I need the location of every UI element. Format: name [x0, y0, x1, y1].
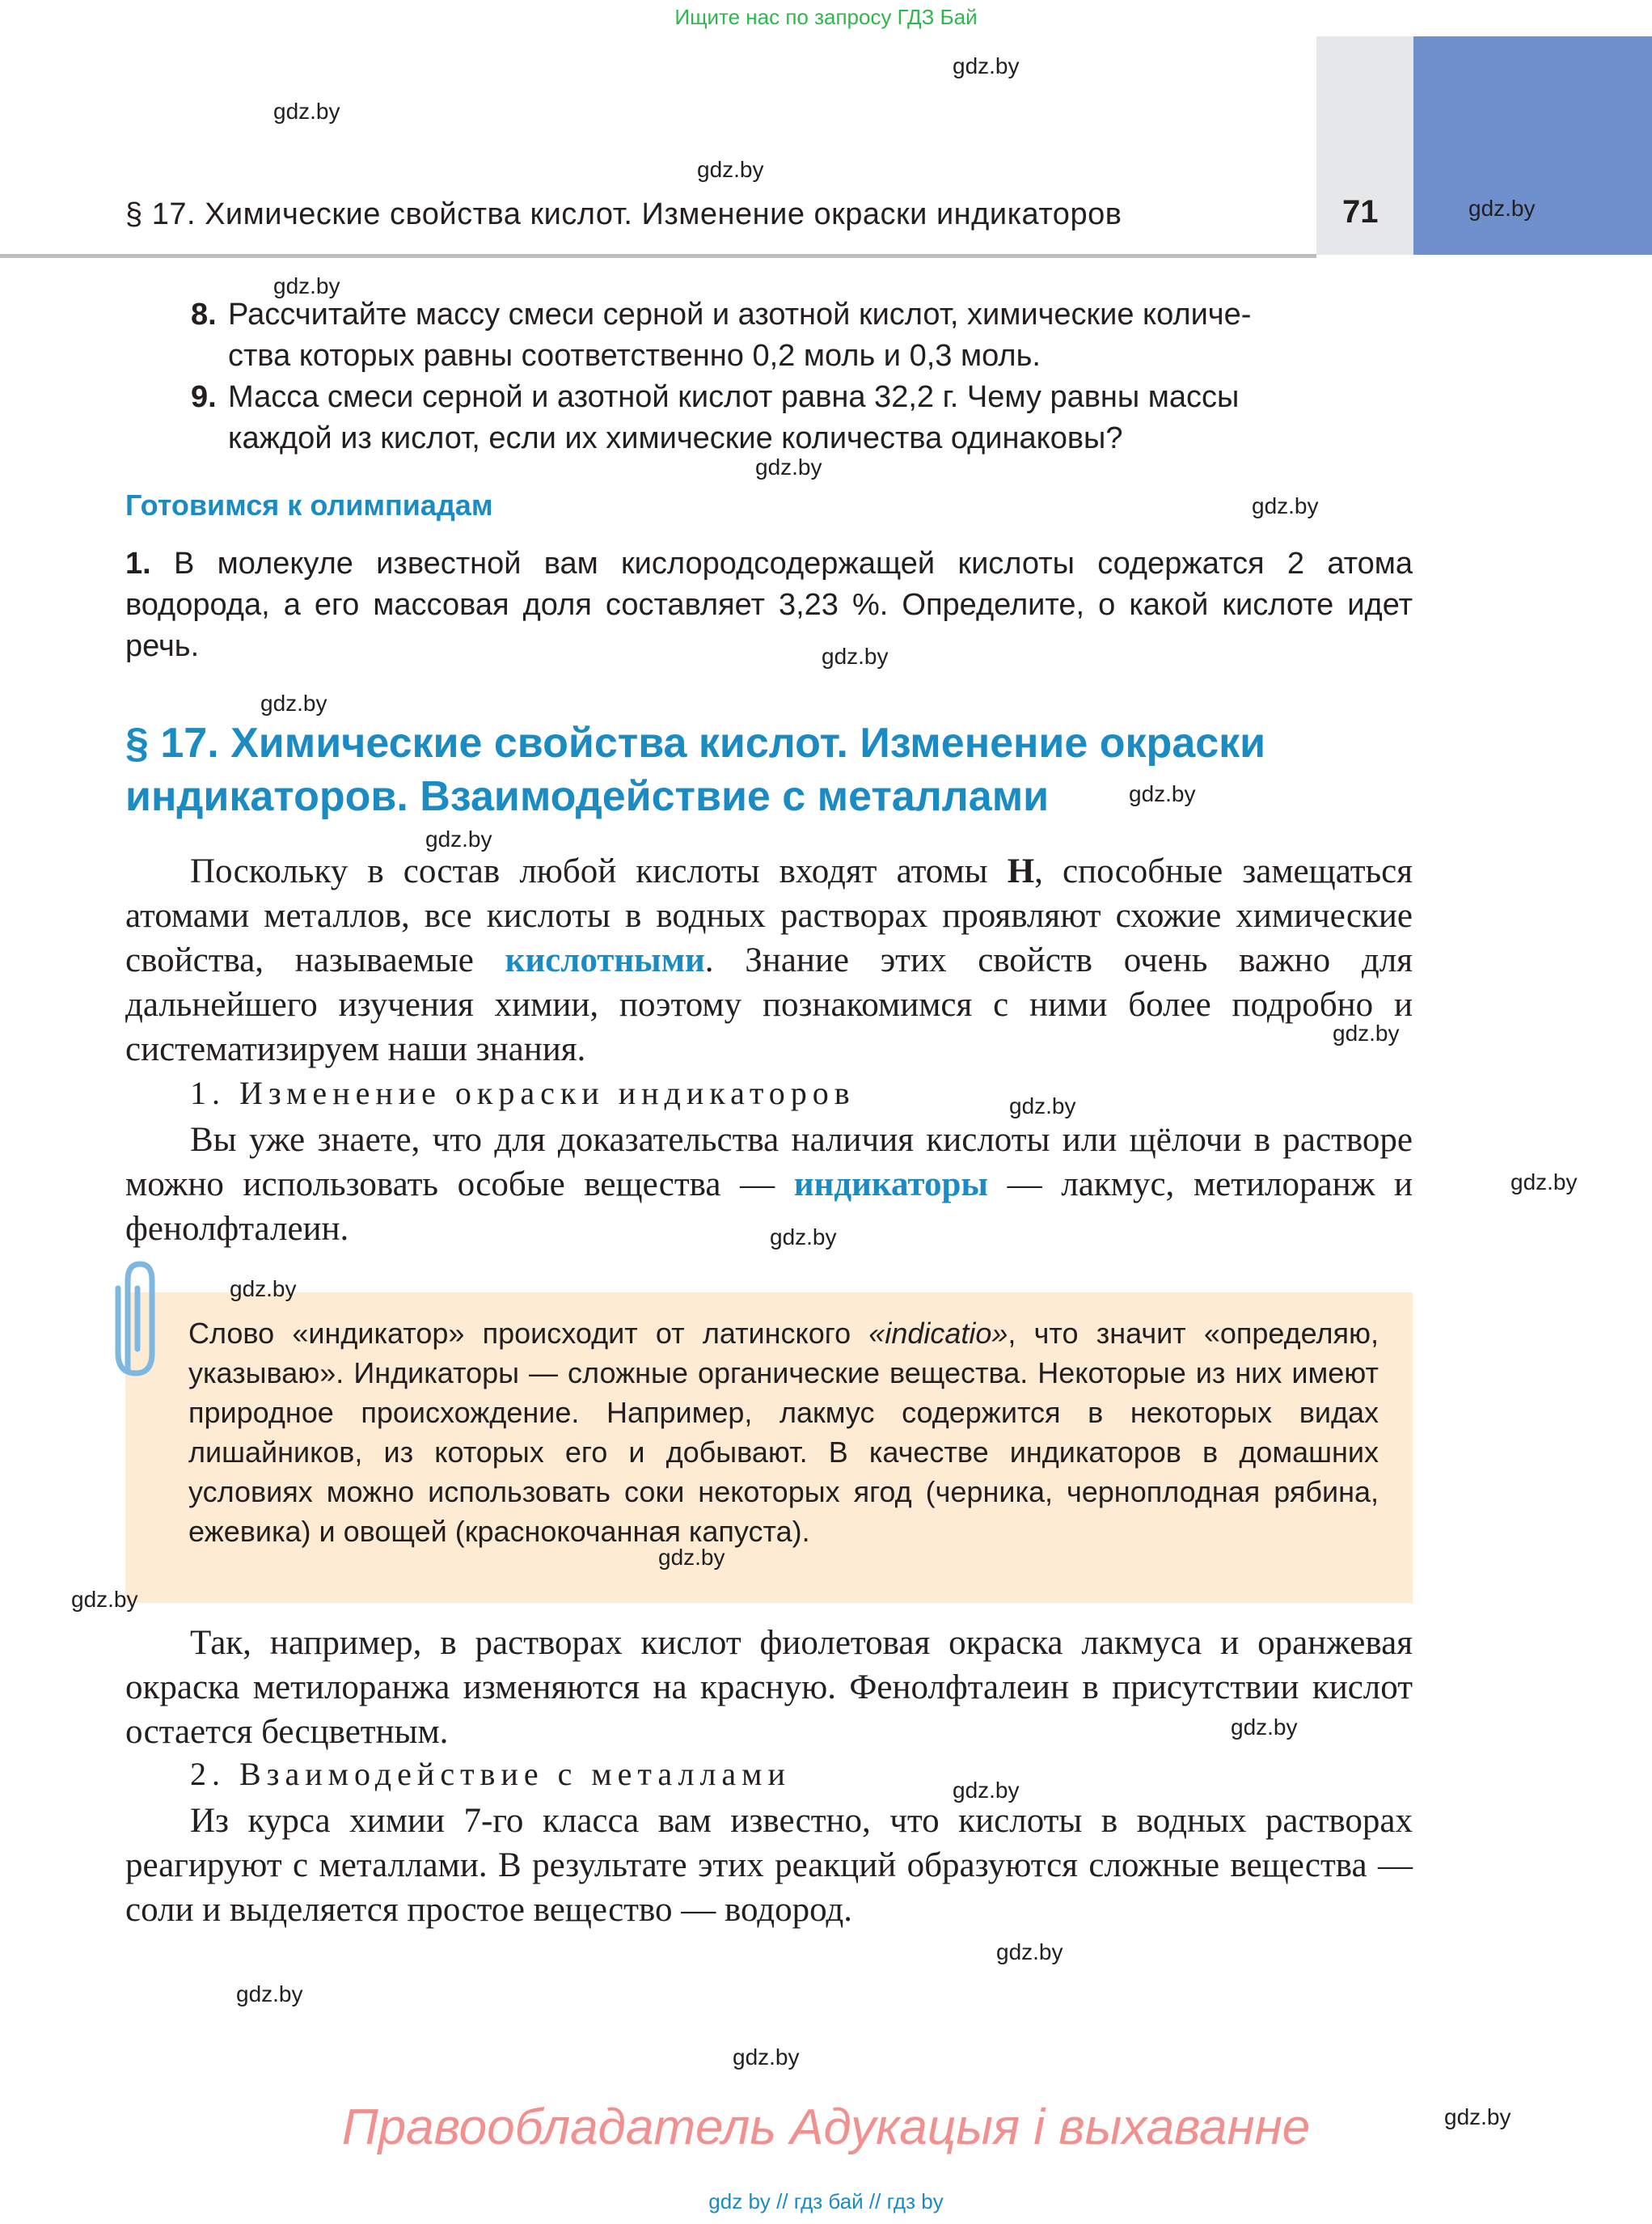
intro-text: . Знание этих свойств очень важно для дальнейшего изучения химии, поэтому познакомимся с ними более подробно и систематизируем наши знания. [125, 941, 1413, 1068]
after-note-paragraph: Так, например, в растворах кислот фиолетовая окраска лакмуса и оранжевая окраска метилоранжа изменяются на красную. Фенолфталеин в присутствии кислот остается бесцветным. [125, 1624, 1413, 1751]
task-number: 8. [191, 298, 217, 332]
note-text [188, 1313, 1379, 1551]
paragraph-title [125, 717, 1419, 823]
watermark: gdz.by [1252, 493, 1319, 518]
task-8 [191, 294, 1413, 377]
task-line: Рассчитайте массу смеси серной и азотной кислот, химические количе- [228, 298, 1252, 332]
note-text-part: , что значит «определяю, указываю». Индикаторы — сложные органические вещества. Некоторые из них имеют природное происхождение. Например, лакмус содержится в некоторых видах лишайников, из которых его и добывают. В качестве индикаторов в домашних условиях можно использовать соки некоторых ягод (черника, черноплодная рябина, ежевика) и овощей (краснокочанная капуста). [188, 1317, 1379, 1548]
watermark: gdz.by [260, 691, 327, 716]
paragraph-title-line: § 17. Химические свойства кислот. Изменение окраски [125, 720, 1266, 767]
watermark: gdz.by [71, 1587, 138, 1612]
subsection-1-text [125, 1118, 1413, 1251]
watermark: gdz.by [822, 644, 889, 669]
intro-paragraph [125, 849, 1413, 1072]
watermark: gdz.by [1231, 1715, 1298, 1740]
watermark: gdz.by [425, 827, 492, 852]
watermark: gdz.by [770, 1224, 837, 1249]
watermark: gdz.by [996, 1939, 1063, 1964]
watermark: gdz.by [733, 2044, 800, 2070]
header-rule [0, 254, 1316, 258]
subsection-text: — лакмус, метилоранж и фенолфталеин. [125, 1165, 1413, 1248]
watermark: gdz.by [236, 1981, 303, 2006]
side-color-tab [1413, 36, 1652, 255]
watermark: gdz.by [1333, 1021, 1400, 1046]
running-header-title: § 17. Химические свойства кислот. Изменение окраски индикаторов [125, 197, 1122, 231]
task-line: ства которых равны соответственно 0,2 моль и 0,3 моль. [228, 339, 1041, 373]
bottom-links[interactable]: gdz by // гдз бай // гдз by [708, 2189, 944, 2213]
note-text-part: Слово «индикатор» происходит от латинского [188, 1317, 869, 1350]
task-line: Масса смеси серной и азотной кислот равна 32,2 г. Чему равны массы [228, 380, 1240, 414]
task-number: 9. [191, 380, 217, 414]
latin-word: «indicatio» [868, 1317, 1008, 1350]
term-acidic: кислотными [505, 941, 705, 979]
term-indicators: индикаторы [793, 1165, 988, 1203]
watermark: gdz.by [697, 157, 764, 182]
olympiad-task [125, 543, 1413, 667]
watermark: gdz.by [273, 273, 340, 298]
watermark: gdz.by [1009, 1093, 1076, 1118]
olympiad-task-number: 1. [125, 547, 151, 581]
top-banner: Ищите нас по запросу ГДЗ Бай [674, 5, 978, 29]
watermark: gdz.by [230, 1276, 297, 1301]
copyright-notice: Правообладатель Адукацыя і выхаванне [341, 2099, 1311, 2155]
subsection-2-text: Из курса химии 7-го класса вам известно, что кислоты в водных растворах реагируют с металлами. В результате этих реакций образуются сложные вещества — соли и выделяется простое вещество — водород. [125, 1802, 1413, 1929]
paragraph-title-line: индикаторов. Взаимодействие с металлами [125, 773, 1050, 820]
task-9 [191, 377, 1413, 459]
watermark: gdz.by [953, 53, 1020, 78]
watermark: gdz.by [273, 99, 340, 124]
page-number: 71 [1342, 194, 1379, 230]
subsection-text: Вы уже знаете, что для доказательства наличия кислоты или щёлочи в растворе можно использовать особые вещества — [125, 1121, 1413, 1203]
olympiad-heading: Готовимся к олимпиадам [125, 488, 493, 522]
subsection-2-heading: 2. Взаимодействие с металлами [190, 1756, 791, 1792]
atom-symbol: H [1007, 852, 1035, 890]
task-line: каждой из кислот, если их химические количества одинаковы? [228, 421, 1123, 455]
watermark: gdz.by [658, 1545, 725, 1570]
watermark: gdz.by [953, 1778, 1020, 1803]
subsection-1-heading: 1. Изменение окраски индикаторов [190, 1075, 856, 1111]
watermark: gdz.by [1444, 2104, 1511, 2129]
watermark: gdz.by [1129, 781, 1196, 806]
intro-text: , способные замещаться атомами металлов, все кислоты в водных растворах проявляют схожие химические свойства, называемые [125, 852, 1413, 979]
intro-text: Поскольку в состав любой кислоты входят атомы [190, 852, 1008, 890]
watermark: gdz.by [755, 455, 822, 480]
watermark: gdz.by [1510, 1169, 1578, 1194]
paperclip-icon [104, 1256, 168, 1385]
watermark: gdz.by [1468, 196, 1536, 221]
olympiad-task-text: В молекуле известной вам кислородсодержащей кислоты содержатся 2 атома водорода, а его массовая доля составляет 3,23 %. Определите, о какой кислоте идет речь. [125, 547, 1413, 663]
